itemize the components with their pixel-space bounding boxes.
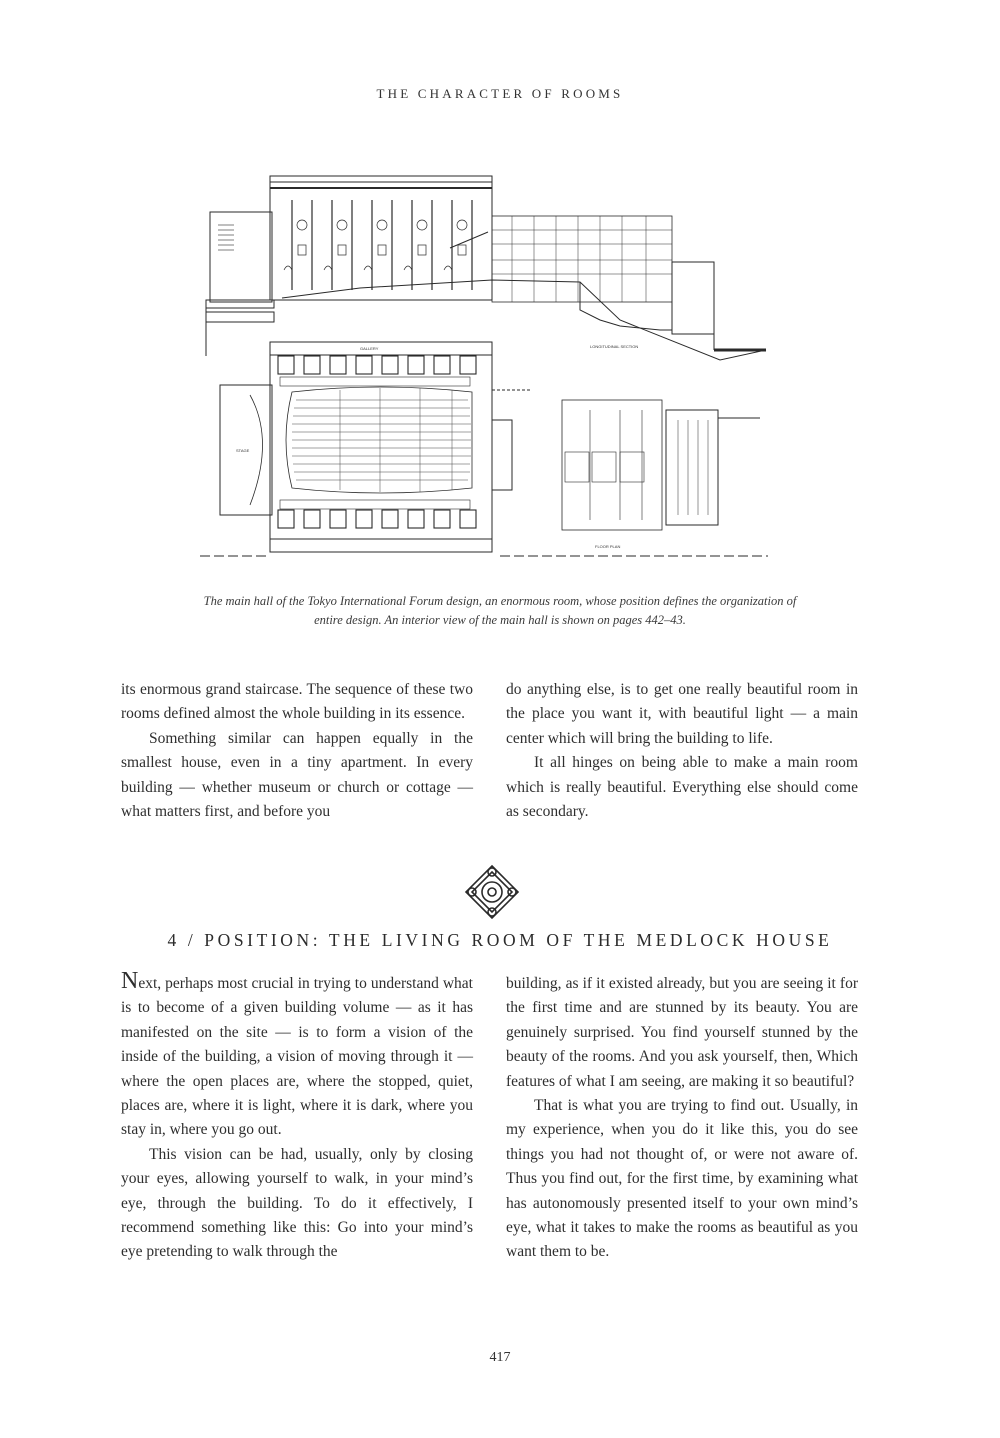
architectural-drawing: [200, 170, 775, 565]
page-number: 417: [489, 1350, 511, 1365]
paragraph: Something similar can happen equally in the smallest house, even in a tiny apartment. In every building — whether museum or church or cottage — what matters first, and before you: [121, 729, 473, 821]
paragraph: This vision can be had, usually, only by closing your eyes, allowing yourself to walk, in your mind’s eye, through the building. To do it effectively, I recommend something like this: Go into your mind’s eye pretending to walk through the: [121, 1145, 473, 1261]
paragraph: It all hinges on being able to make a main room which is really beautiful. Everything else should come as secondary.: [506, 754, 858, 821]
body-column-right-top: [506, 678, 858, 824]
longitudinal-section: [206, 176, 766, 360]
paragraph: building, as if it existed already, but you are seeing it for the first time and are stunned by its beauty. You are genuinely surprised. You find yourself stunned by the beauty of the rooms. And you ask yourself, then, Which features of what I am seeing, are making it so beautiful?: [506, 975, 858, 1090]
paragraph: its enormous grand staircase. The sequence of these two rooms defined almost the whole building in its essence.: [121, 681, 473, 723]
body-column-left-top: [121, 678, 473, 824]
paragraph: do anything else, is to get one really beautiful room in the place you want it, with beautiful light — a main center which will bring the building to life.: [506, 681, 858, 747]
body-column-left-bottom: [121, 968, 473, 1265]
caption-line-1: The main hall of the Tokyo International Forum design, an enormous room, whose position defines the organization of: [203, 594, 797, 608]
ornament-icon: [460, 862, 524, 926]
section-label: LONGITUDINAL SECTION: [590, 344, 639, 349]
figure-caption: [128, 592, 872, 630]
body-column-right-bottom: [506, 972, 858, 1265]
section-heading: 4 / POSITION: THE LIVING ROOM OF THE MEDLOCK HOUSE: [167, 930, 833, 950]
caption-line-2: entire design. An interior view of the main hall is shown on pages 442–43.: [314, 613, 686, 627]
drop-cap: N: [121, 968, 139, 994]
paragraph: That is what you are trying to find out. Usually, in my experience, when you do it like this, you do see things you had not thought of, or were not aware of. Thus you find out, for the first time, by examining what has autonomously presented itself to your own mind’s eye, what it takes to make the rooms as beautiful as you want them to be.: [506, 1097, 858, 1261]
plan-label: FLOOR PLAN: [595, 544, 621, 549]
gallery-label: GALLERY: [360, 346, 379, 351]
floor-plan: [200, 342, 768, 556]
paragraph-text: ext, perhaps most crucial in trying to understand what is to become of a given building volume — as it has manifested on the site — is to form a vision of the inside of the building, a vision of moving through it — where the open places are, where the stopped, quiet, places are, where it is light, where it is dark, where you stay in, where you go out.: [121, 975, 473, 1139]
stage-label: STAGE: [236, 448, 250, 453]
paragraph: [121, 968, 473, 1143]
running-head: THE CHARACTER OF ROOMS: [376, 86, 624, 101]
